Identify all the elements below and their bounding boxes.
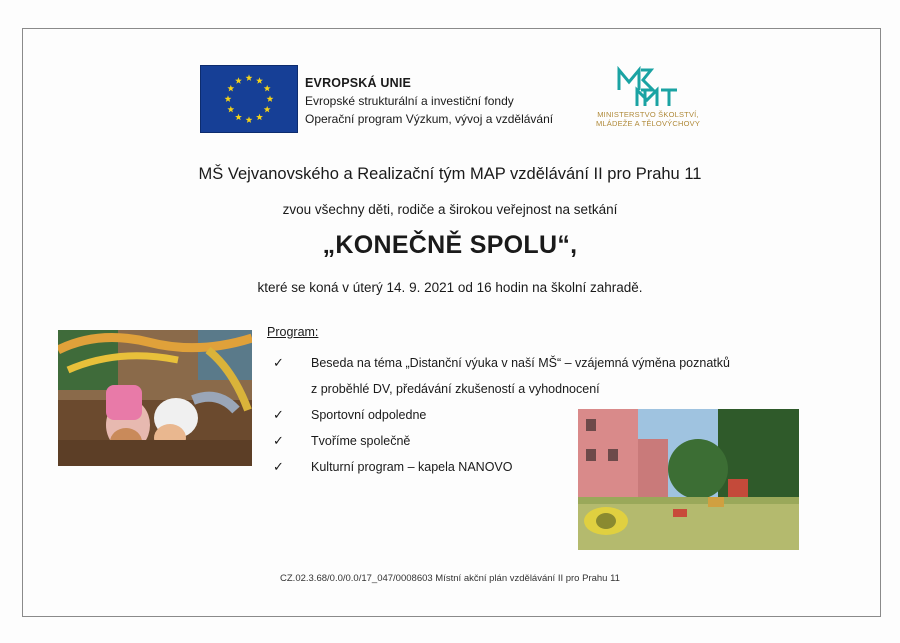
eu-star-icon [235, 114, 242, 121]
check-icon: ✓ [273, 355, 284, 370]
eu-flag-icon [200, 65, 298, 133]
eu-star-icon [246, 116, 253, 123]
program-item-text: Tvoříme společně [311, 434, 411, 448]
organizers-headline: MŠ Vejvanovského a Realizační tým MAP vzdělávání II pro Prahu 11 [198, 165, 702, 183]
eu-star-icon [235, 77, 242, 84]
project-code-footer: CZ.02.3.68/0.0/0.0/17_047/0008603 Místní akční plán vzdělávání II pro Prahu 11 [280, 573, 620, 584]
eu-logo-text [305, 74, 553, 128]
eu-star-icon [264, 106, 271, 113]
eu-star-icon [267, 95, 274, 102]
msmt-line-1: MINISTERSTVO ŠKOLSTVÍ, [597, 110, 699, 119]
eu-title: EVROPSKÁ UNIE [305, 76, 412, 90]
check-icon: ✓ [273, 459, 284, 474]
check-icon: ✓ [273, 407, 284, 422]
program-item-text: Beseda na téma „Distanční výuka v naší MŠ“ – vzájemná výměna poznatků [311, 356, 730, 370]
eu-star-icon [246, 74, 253, 81]
msmt-line-2: MLÁDEŽE A TĚLOVÝCHOVY [595, 119, 701, 128]
msmt-logo [583, 66, 713, 132]
event-title: „KONEČNĚ SPOLU“, [322, 231, 578, 259]
program-item [273, 350, 730, 402]
invite-line: zvou všechny děti, rodiče a širokou veřejnost na setkání [282, 202, 618, 217]
eu-line-2: Operační program Výzkum, vývoj a vzdělávání [305, 112, 554, 126]
eu-star-icon [256, 114, 263, 121]
school-garden-photo [578, 409, 799, 550]
eu-star-icon [264, 85, 271, 92]
eu-star-icon [227, 85, 234, 92]
program-item-text: Sportovní odpoledne [311, 408, 427, 422]
program-item-subtext: z proběhlé DV, předávání zkušeností a vyhodnocení [311, 382, 600, 396]
eu-star-icon [227, 106, 234, 113]
msmt-monogram-icon [583, 66, 713, 110]
children-playing-photo [58, 330, 252, 466]
event-date-place: které se koná v úterý 14. 9. 2021 od 16 hodin na školní zahradě. [257, 280, 643, 295]
eu-star-icon [256, 77, 263, 84]
eu-line-1: Evropské strukturální a investiční fondy [305, 94, 514, 108]
program-heading: Program: [267, 325, 319, 339]
program-item-text: Kulturní program – kapela NANOVO [311, 460, 513, 474]
eu-star-icon [225, 95, 232, 102]
check-icon: ✓ [273, 433, 284, 448]
